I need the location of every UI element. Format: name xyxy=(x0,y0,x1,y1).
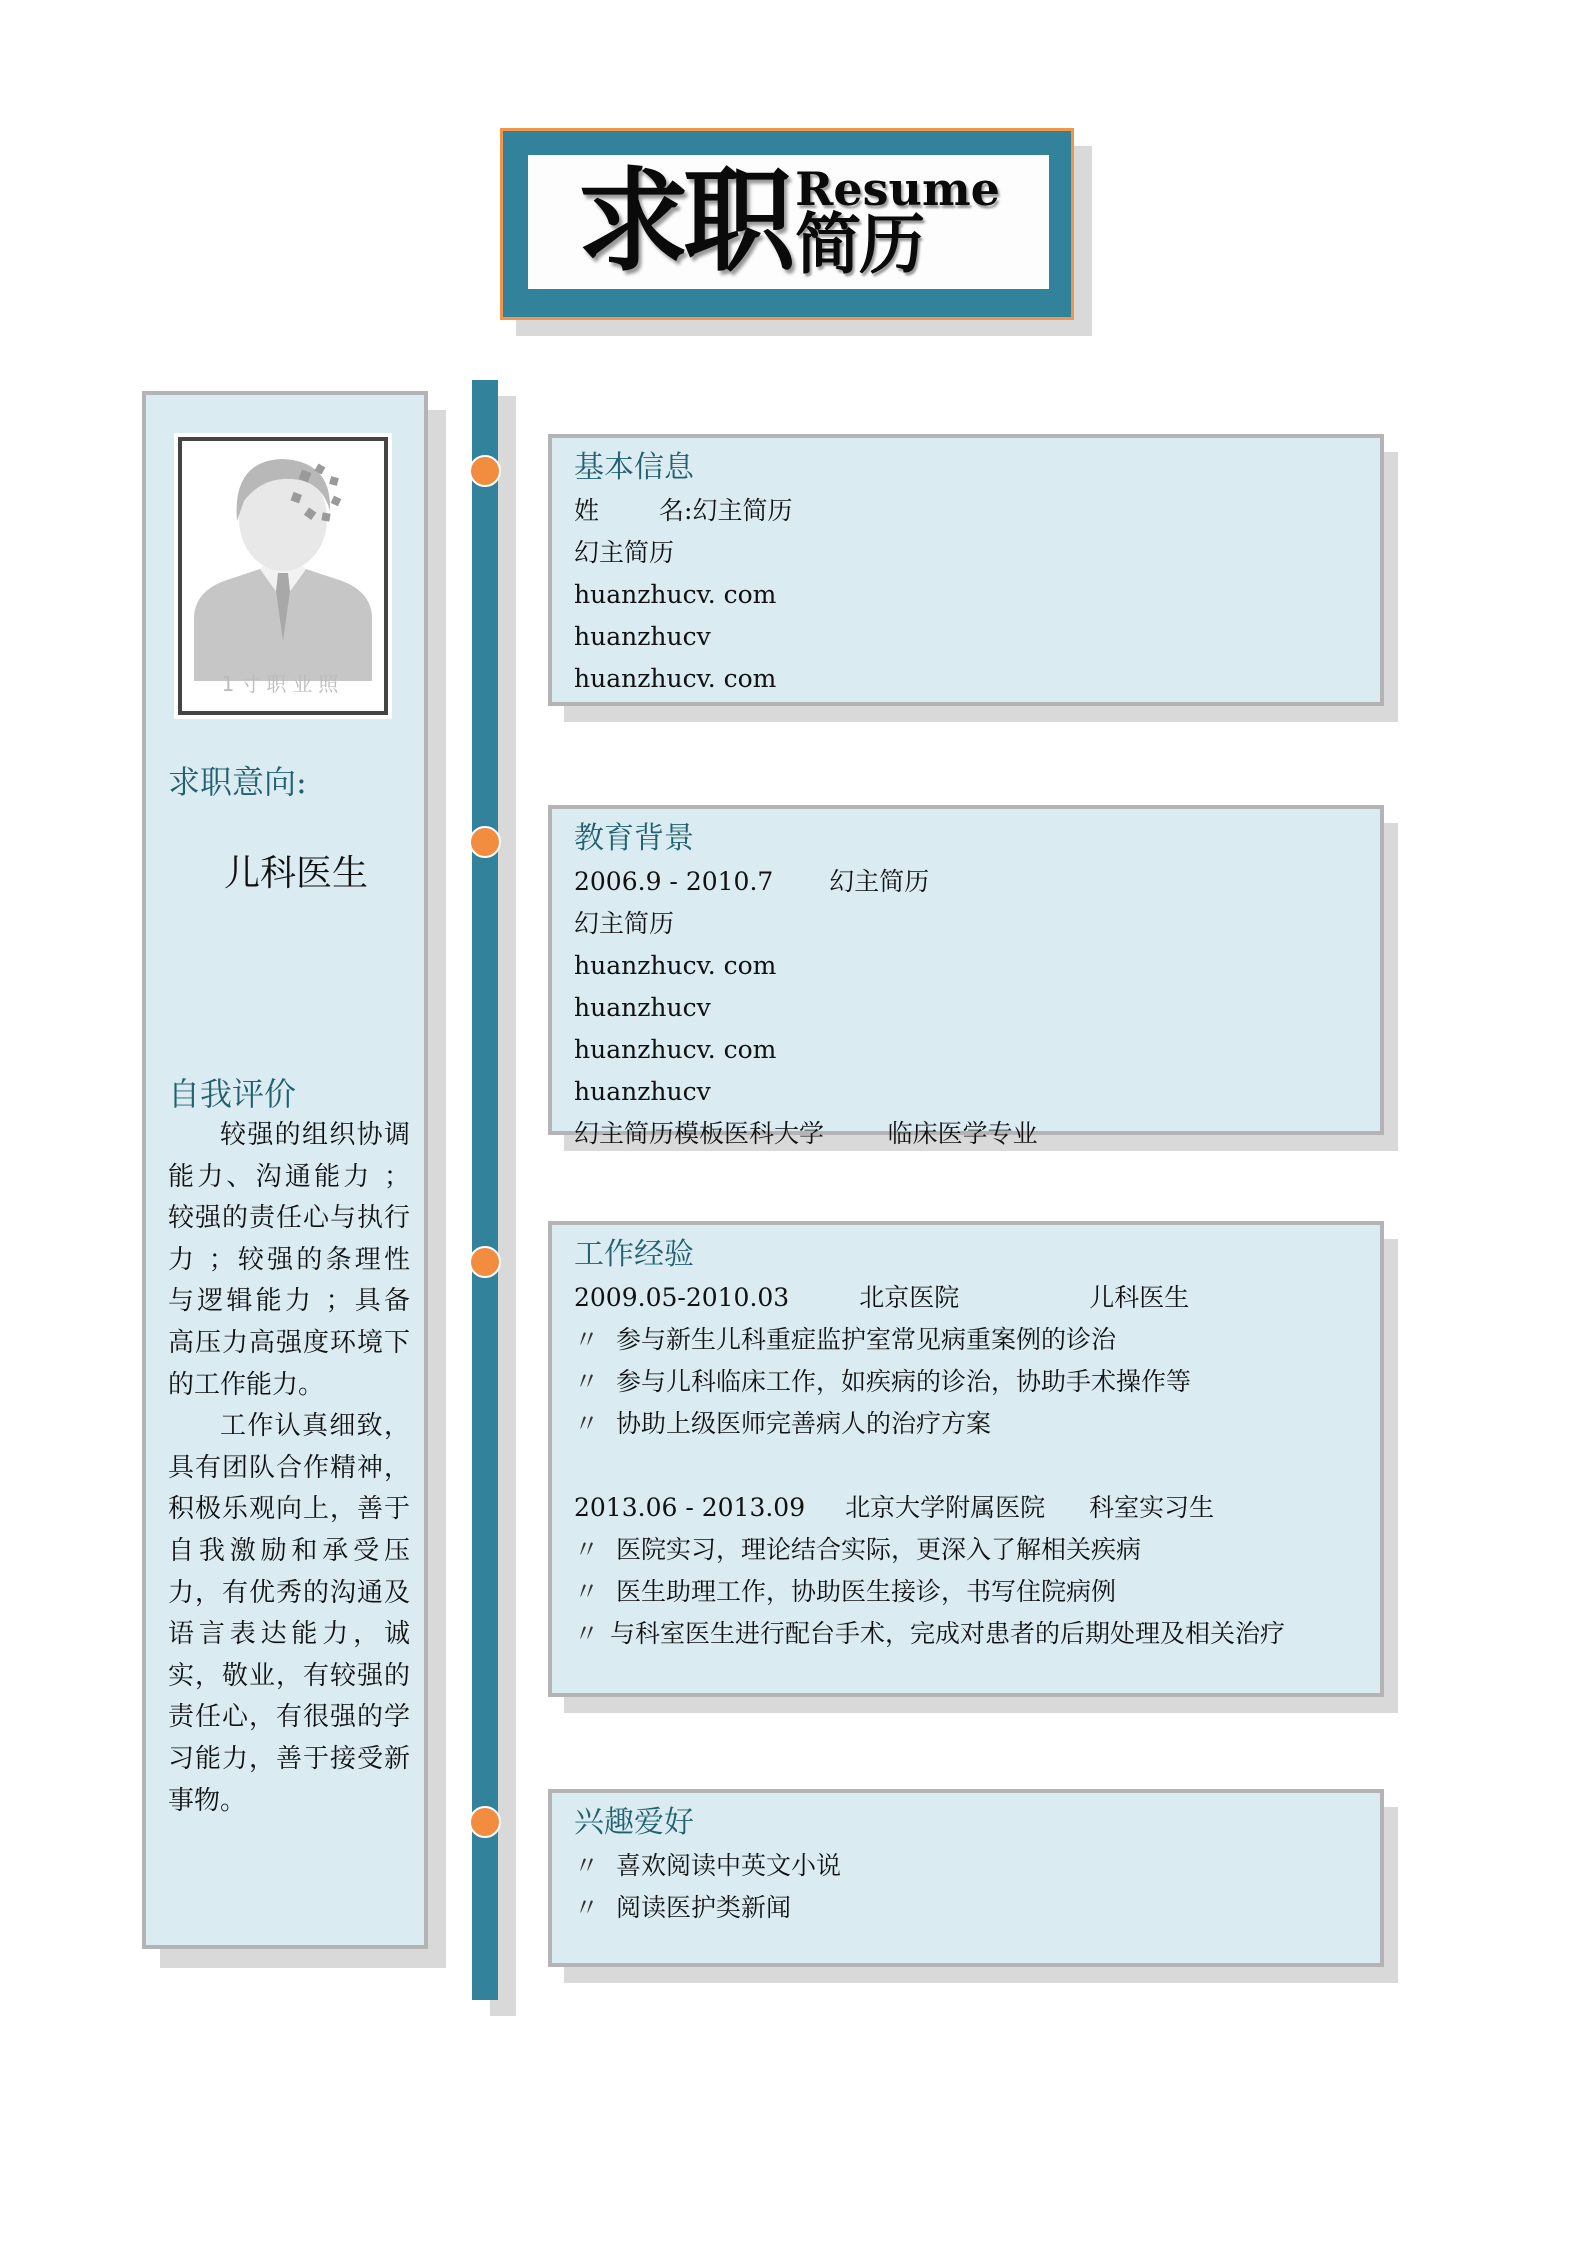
info-line: 幻主简历 xyxy=(574,909,675,938)
bullet-icon: 〃 xyxy=(574,1325,600,1354)
job-bullet: 〃 参与新生儿科重症监护室常见病重案例的诊治 xyxy=(574,1319,1370,1361)
title-jianli-text: 简历 xyxy=(795,206,924,283)
job-period: 2013.06 - 2013.09 xyxy=(574,1493,806,1522)
info-line: huanzhucv. com xyxy=(574,664,777,693)
objective-heading: 求职意向: xyxy=(168,763,307,801)
job-org: 北京医院 xyxy=(859,1283,960,1312)
job-role: 儿科医生 xyxy=(1089,1283,1190,1312)
avatar xyxy=(178,437,388,715)
education-row xyxy=(574,861,1370,903)
education-section xyxy=(548,805,1384,1148)
left-panel xyxy=(142,391,428,1949)
name-label: 姓 xyxy=(574,496,600,525)
info-line: huanzhucv. com xyxy=(574,1035,777,1064)
basic-info-lines xyxy=(574,490,1370,700)
job-bullet: 〃 与科室医生进行配台手术，完成对患者的后期处理及相关治疗 xyxy=(574,1613,1370,1655)
basic-info-section xyxy=(548,434,1384,706)
bullet-icon: 〃 xyxy=(574,1577,600,1606)
hobbies-section xyxy=(548,1789,1384,1967)
section-title: 工作经验 xyxy=(574,1237,694,1272)
section-title: 兴趣爱好 xyxy=(574,1805,694,1840)
job-row xyxy=(574,1487,1370,1529)
title-resume-text: Resume xyxy=(795,162,1000,216)
title-big-text: 求职 xyxy=(577,157,790,287)
objective-value: 儿科医生 xyxy=(224,853,369,894)
title-banner-inner xyxy=(528,155,1049,289)
job-period: 2009.05-2010.03 xyxy=(574,1283,790,1312)
self-eval-heading: 自我评价 xyxy=(168,1075,297,1113)
timeline-dot-icon xyxy=(469,1246,501,1278)
hobby-bullet: 〃 阅读医护类新闻 xyxy=(574,1887,1370,1929)
name-value: 幻主简历 xyxy=(692,496,793,525)
job-org: 北京大学附属医院 xyxy=(845,1493,1046,1522)
timeline-bar xyxy=(472,380,498,2000)
job-bullet: 〃 协助上级医师完善病人的治疗方案 xyxy=(574,1403,1370,1445)
bullet-icon: 〃 xyxy=(574,1367,600,1396)
info-line: huanzhucv. com xyxy=(574,580,777,609)
info-line: huanzhucv xyxy=(574,993,711,1022)
hobbies-lines xyxy=(574,1845,1370,1929)
name-label: 名: xyxy=(659,496,693,525)
bullet-icon: 〃 xyxy=(574,1893,600,1922)
self-eval-paragraph: 工作认真细致，具有团队合作精神，积极乐观向上，善于自我激励和承受压力，有优秀的沟通及语言表达能力，诚实，敬业，有较强的责任心，有很强的学习能力，善于接受新事物。 xyxy=(168,1411,410,1816)
bullet-icon: 〃 xyxy=(574,1535,600,1564)
timeline-dot-icon xyxy=(469,826,501,858)
info-line: huanzhucv xyxy=(574,622,711,651)
job-row xyxy=(574,1277,1370,1319)
section-title: 基本信息 xyxy=(574,450,694,485)
hobby-bullet: 〃 喜欢阅读中英文小说 xyxy=(574,1845,1370,1887)
self-eval-text xyxy=(168,1115,410,1822)
photo-frame xyxy=(174,433,392,719)
name-row xyxy=(574,490,1370,532)
job-bullet: 〃 医院实习，理论结合实际，更深入了解相关疾病 xyxy=(574,1529,1370,1571)
title-banner xyxy=(500,128,1074,320)
work-section xyxy=(548,1221,1384,1697)
education-period: 2006.9 - 2010.7 xyxy=(574,867,774,896)
education-lines xyxy=(574,861,1370,1148)
section-title: 教育背景 xyxy=(574,821,694,856)
photo-caption: 1寸职业照 xyxy=(221,672,345,696)
info-line: huanzhucv xyxy=(574,1077,711,1106)
job-role: 科室实习生 xyxy=(1089,1493,1215,1522)
title-right-stack xyxy=(795,162,1000,283)
self-eval-paragraph: 较强的组织协调能力、沟通能力 ；较强的责任心与执行力 ；较强的条理性与逻辑能力 ；具备高压力高强度环境下的工作能力。 xyxy=(168,1120,410,1400)
job-bullet: 〃 参与儿科临床工作，如疾病的诊治，协助手术操作等 xyxy=(574,1361,1370,1403)
timeline-dot-icon xyxy=(469,455,501,487)
info-line: huanzhucv. com xyxy=(574,951,777,980)
bullet-icon: 〃 xyxy=(574,1851,600,1880)
education-school: 幻主简历 xyxy=(829,867,930,896)
info-line: 幻主简历 xyxy=(574,538,675,567)
bullet-icon: 〃 xyxy=(574,1619,600,1648)
info-line-clipped: 幻主简历模板医科大学 临床医学专业 xyxy=(574,1119,1038,1148)
timeline-dot-icon xyxy=(469,1806,501,1838)
work-lines xyxy=(574,1277,1370,1655)
spacer xyxy=(574,1445,1370,1487)
job-bullet: 〃 医生助理工作，协助医生接诊，书写住院病例 xyxy=(574,1571,1370,1613)
bullet-icon: 〃 xyxy=(574,1409,600,1438)
